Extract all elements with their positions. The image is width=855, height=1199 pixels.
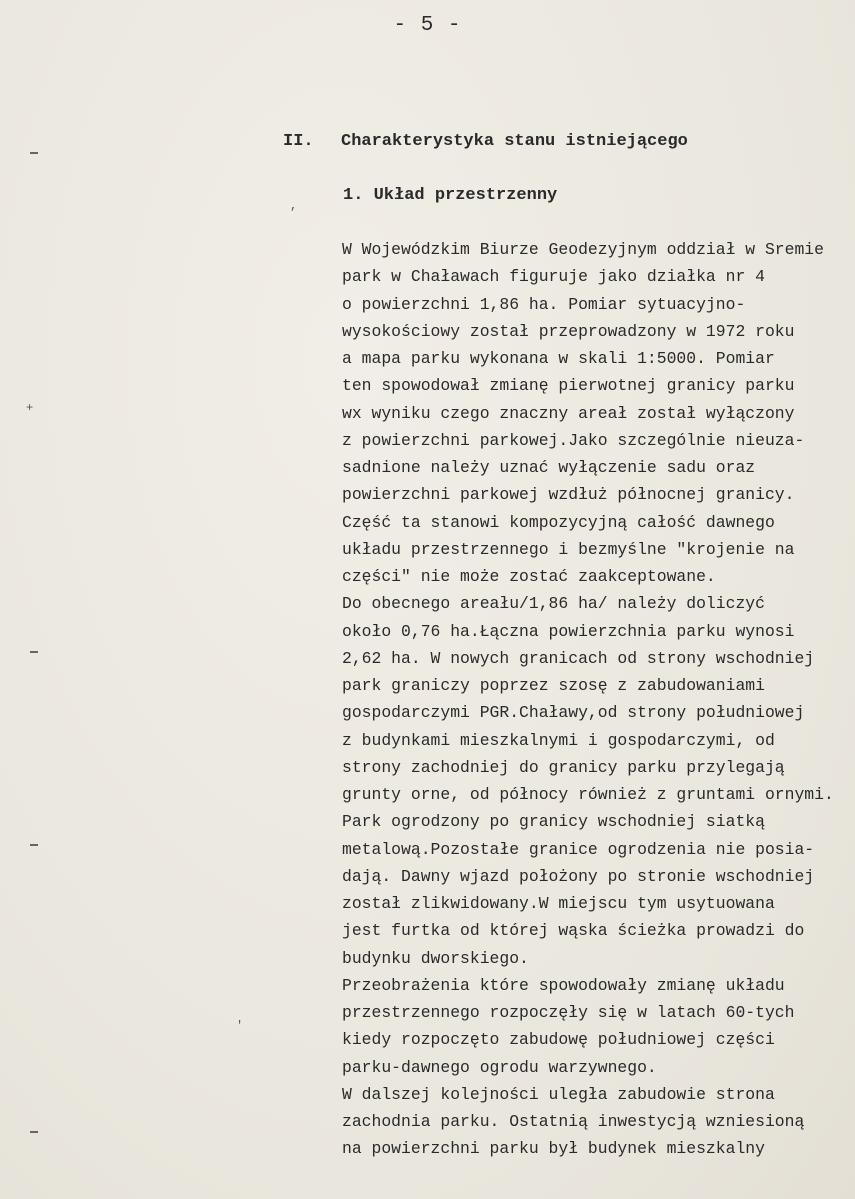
text-line: układu przestrzennego i bezmyślne "krojenie na bbox=[342, 539, 795, 559]
text-line: jest furtka od której wąska ścieżka prowadzi do bbox=[342, 921, 805, 941]
text-line: kiedy rozpoczęto zabudowę południowej części bbox=[342, 1030, 775, 1050]
text-line: został zlikwidowany.W miejscu tym usytuowana bbox=[342, 894, 775, 913]
margin-tick-mark: ' bbox=[236, 1019, 244, 1033]
text-line: Park ogrodzony po granicy wschodniej siatką bbox=[342, 812, 765, 832]
text-line: przestrzennego rozpoczęły się w latach 60-tych bbox=[342, 1003, 795, 1022]
margin-mark bbox=[30, 152, 38, 154]
text-line: W dalszej kolejności uległa zabudowie strona bbox=[342, 1084, 775, 1104]
margin-tick-mark: , bbox=[290, 199, 298, 213]
text-line: powierzchni parkowej wzdłuż północnej granicy. bbox=[342, 485, 795, 505]
text-line: około 0,76 ha.Łączna powierzchnia parku wynosi bbox=[342, 621, 795, 641]
margin-mark bbox=[30, 651, 38, 653]
section-number: II. bbox=[283, 132, 314, 151]
text-line: W Wojewódzkim Biurze Geodezyjnym oddział w Sremie bbox=[342, 240, 824, 259]
margin-mark bbox=[30, 1131, 38, 1133]
page-number: - 5 - bbox=[393, 14, 462, 37]
text-line: grunty orne, od północy również z gruntami ornymi. bbox=[342, 785, 834, 804]
text-line: gospodarczymi PGR.Chaławy,od strony południowej bbox=[342, 703, 805, 723]
text-line: Część ta stanowi kompozycyjną całość dawnego bbox=[342, 512, 775, 532]
text-line: park graniczy poprzez szosę z zabudowaniami bbox=[342, 676, 765, 695]
text-line: parku-dawnego ogrodu warzywnego. bbox=[342, 1057, 657, 1077]
text-line: na powierzchni parku był budynek mieszkalny bbox=[342, 1139, 765, 1159]
text-line: dają. Dawny wjazd położony po stronie wschodniej bbox=[342, 866, 815, 886]
text-line: Do obecnego areału/1,86 ha/ należy doliczyć bbox=[342, 594, 765, 614]
text-line: wx wyniku czego znaczny areał został wyłączony bbox=[342, 403, 795, 423]
text-line: ten spowodował zmianę pierwotnej granicy parku bbox=[342, 376, 795, 396]
body-text bbox=[342, 236, 850, 1163]
section-heading bbox=[283, 132, 688, 151]
text-line: 2,62 ha. W nowych granicach od strony wschodniej bbox=[342, 648, 815, 668]
margin-plus-mark: + bbox=[26, 401, 34, 415]
text-line: park w Chaławach figuruje jako działka nr 4 bbox=[342, 267, 765, 287]
text-line: a mapa parku wykonana w skali 1:5000. Pomiar bbox=[342, 349, 775, 368]
text-line: Przeobrażenia które spowodowały zmianę układu bbox=[342, 975, 785, 995]
margin-mark bbox=[30, 844, 38, 846]
text-line: metalową.Pozostałe granice ogrodzenia nie posia- bbox=[342, 839, 815, 859]
subsection-heading: 1. Układ przestrzenny bbox=[343, 186, 558, 205]
text-line: o powierzchni 1,86 ha. Pomiar sytuacyjno- bbox=[342, 294, 746, 314]
text-line: budynku dworskiego. bbox=[342, 948, 529, 968]
text-line: sadnione należy uznać wyłączenie sadu oraz bbox=[342, 458, 756, 477]
text-line: strony zachodniej do granicy parku przylegają bbox=[342, 757, 785, 777]
text-line: zachodnia parku. Ostatnią inwestycją wzniesioną bbox=[342, 1112, 805, 1131]
text-line: wysokościowy został przeprowadzony w 1972 roku bbox=[342, 321, 795, 341]
text-line: z budynkami mieszkalnymi i gospodarczymi, od bbox=[342, 730, 775, 750]
text-line: z powierzchni parkowej.Jako szczególnie nieuza- bbox=[342, 430, 805, 450]
text-line: części" nie może zostać zaakceptowane. bbox=[342, 567, 716, 586]
section-title: Charakterystyka stanu istniejącego bbox=[341, 132, 688, 151]
